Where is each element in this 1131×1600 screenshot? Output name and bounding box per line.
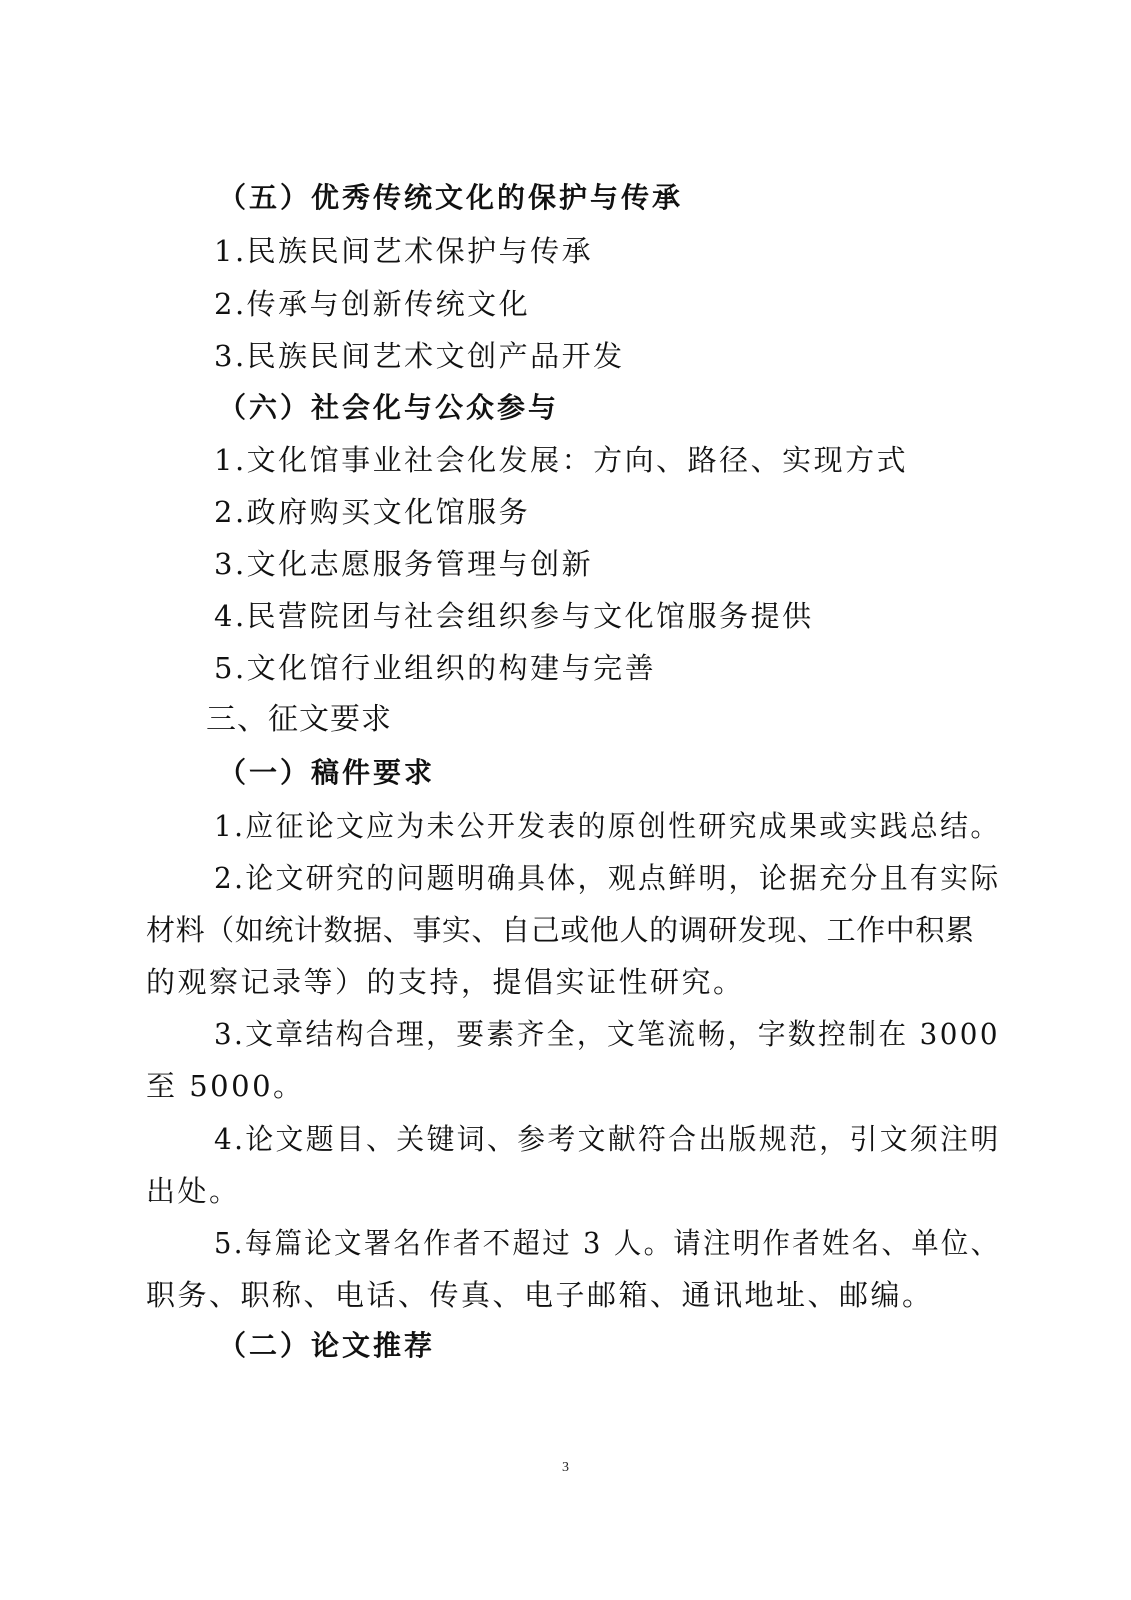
requirement-5-line-2: 职务、职称、电话、传真、电子邮箱、通讯地址、邮编。: [146, 1278, 934, 1312]
requirement-5-line-1: 5.每篇论文署名作者不超过 3 人。请注明作者姓名、单位、: [214, 1226, 1001, 1260]
part-3-heading: 三、征文要求: [206, 702, 392, 737]
section-6-item-5: 5.文化馆行业组织的构建与完善: [214, 651, 657, 685]
requirement-3-line-2: 至 5000。: [146, 1069, 305, 1103]
section-6-item-1: 1.文化馆事业社会化发展：方向、路径、实现方式: [214, 443, 909, 477]
requirement-4-line-1: 4.论文题目、关键词、参考文献符合出版规范，引文须注明: [214, 1122, 1001, 1156]
section-6-item-4: 4.民营院团与社会组织参与文化馆服务提供: [214, 599, 814, 633]
section-5-item-3: 3.民族民间艺术文创产品开发: [214, 339, 625, 373]
page-number: 3: [562, 1460, 569, 1475]
requirement-4-line-2: 出处。: [146, 1174, 241, 1208]
subsection-2-title: （二）论文推荐: [218, 1329, 436, 1362]
requirement-2-line-1: 2.论文研究的问题明确具体，观点鲜明，论据充分且有实际: [214, 861, 1001, 895]
subsection-1-title: （一）稿件要求: [218, 756, 436, 789]
section-6-item-2: 2.政府购买文化馆服务: [214, 495, 531, 529]
requirement-2-line-2: 材料（如统计数据、事实、自己或他人的调研发现、工作中积累: [146, 913, 974, 947]
section-5-item-2: 2.传承与创新传统文化: [214, 287, 531, 321]
requirement-2-line-3: 的观察记录等）的支持，提倡实证性研究。: [146, 965, 745, 999]
section-6-title: （六）社会化与公众参与: [218, 391, 560, 424]
section-5-title: （五）优秀传统文化的保护与传承: [218, 181, 684, 214]
requirement-3-line-1: 3.文章结构合理，要素齐全，文笔流畅，字数控制在 3000: [214, 1017, 1000, 1051]
section-6-item-3: 3.文化志愿服务管理与创新: [214, 547, 594, 581]
section-5-item-1: 1.民族民间艺术保护与传承: [214, 234, 594, 268]
requirement-1: 1.应征论文应为未公开发表的原创性研究成果或实践总结。: [214, 809, 1001, 843]
